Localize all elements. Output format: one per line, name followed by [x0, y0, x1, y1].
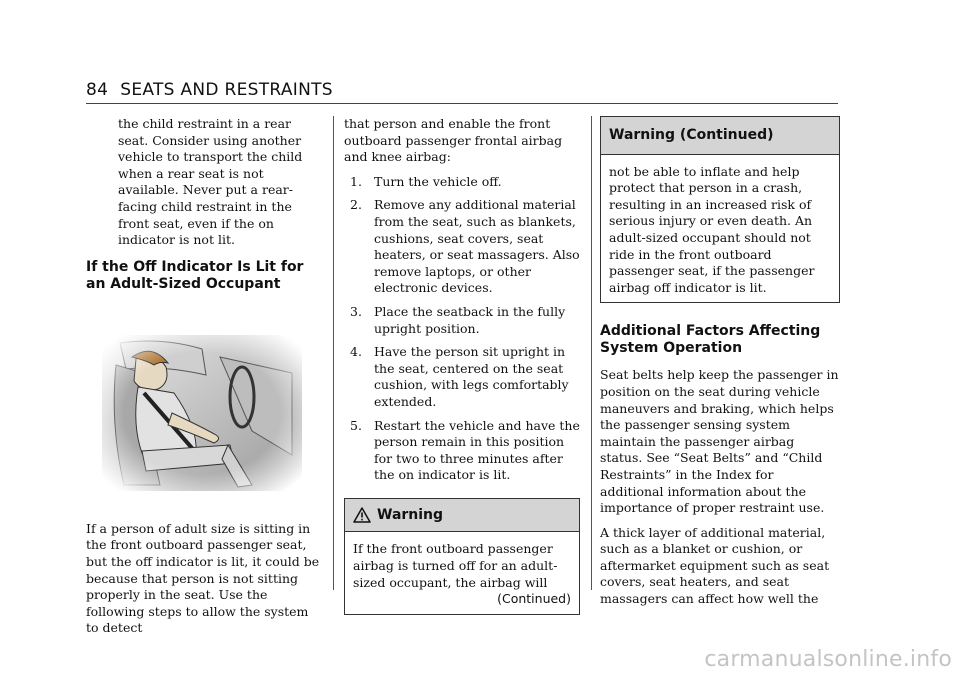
watermark: carmanualsonline.info — [704, 647, 952, 672]
steps-list — [344, 174, 580, 484]
seated-adult-illustration — [102, 335, 302, 491]
adult-occupant-paragraph: If a person of adult size is sitting in the front outboard passenger seat, but the off indicator is lit, it could be because that person is not sitting properly in the seat. Use the following steps to allow the system to detect — [86, 520, 320, 636]
page-header — [86, 80, 333, 100]
illustration-adult-occupant — [102, 335, 302, 491]
column-divider-1 — [333, 116, 334, 590]
warning-continued-body — [601, 155, 839, 303]
continued-label: (Continued) — [497, 591, 571, 607]
list-item: 3. Place the seatback in the fully upright position. — [350, 303, 566, 336]
intro-paragraph: the child restraint in a rear seat. Consider using another vehicle to transport the child when a rear seat is not available. Never put a rear-facing child restraint in the front seat, even if the on indicator is not lit. — [118, 116, 303, 248]
warning-text: If the front outboard passenger airbag is turned off for an adult-sized occupant, the airbag will — [353, 541, 558, 590]
section-title: SEATS AND RESTRAINTS — [120, 80, 333, 100]
page-number: 84 — [86, 80, 109, 100]
list-item: 4. Have the person sit upright in the seat, centered on the seat cushion, with legs comfortably extended. — [350, 344, 569, 409]
warning-continued-header: Warning (Continued) — [601, 117, 839, 155]
warning-triangle-icon — [353, 507, 371, 523]
thick-layer-paragraph: A thick layer of additional material, such as a blanket or cushion, or aftermarket equipment such as seat covers, seat heaters, and seat massagers can affect how well the — [600, 524, 830, 607]
warning-continued-text: not be able to inflate and help protect that person in a crash, resulting in an increased risk of serious injury or even death. An adult-sized occupant should not ride in the front outboard passenger seat, if the passenger airbag off indicator is lit. — [609, 163, 815, 295]
list-item: 5. Restart the vehicle and have the person remain in this position for two to three minutes after the on indicator is lit. — [350, 417, 580, 483]
steps-intro-paragraph: that person and enable the front outboard passenger frontal airbag and knee airbag: — [344, 116, 563, 165]
list-item: 1. Turn the vehicle off. — [350, 173, 502, 189]
warning-continued-box — [600, 116, 840, 303]
list-item: 2. Remove any additional material from the seat, such as blankets, cushions, seat covers, seat heaters, or seat massagers. Also remove laptops, or other electronic devices. — [350, 197, 580, 296]
header-rule — [86, 103, 838, 104]
column-2 — [344, 116, 580, 615]
warning-body — [345, 532, 579, 613]
warning-title: Warning — [377, 506, 444, 523]
column-3 — [600, 116, 840, 616]
column-1 — [86, 116, 322, 645]
section-heading-additional-factors: Additional Factors Affecting System Operation — [600, 323, 821, 357]
column-divider-2 — [591, 116, 592, 590]
warning-header — [345, 499, 579, 533]
warning-box — [344, 498, 580, 615]
seat-belts-paragraph: Seat belts help keep the passenger in position on the seat during vehicle maneuvers and braking, which helps the passenger sensing system maintain the passenger airbag status. See “Seat Belts” and “Child Restraints” in the Index for additional information about the importance of proper restraint use. — [600, 367, 839, 516]
section-heading-off-indicator: If the Off Indicator Is Lit for an Adult-Sized Occupant — [86, 258, 304, 292]
